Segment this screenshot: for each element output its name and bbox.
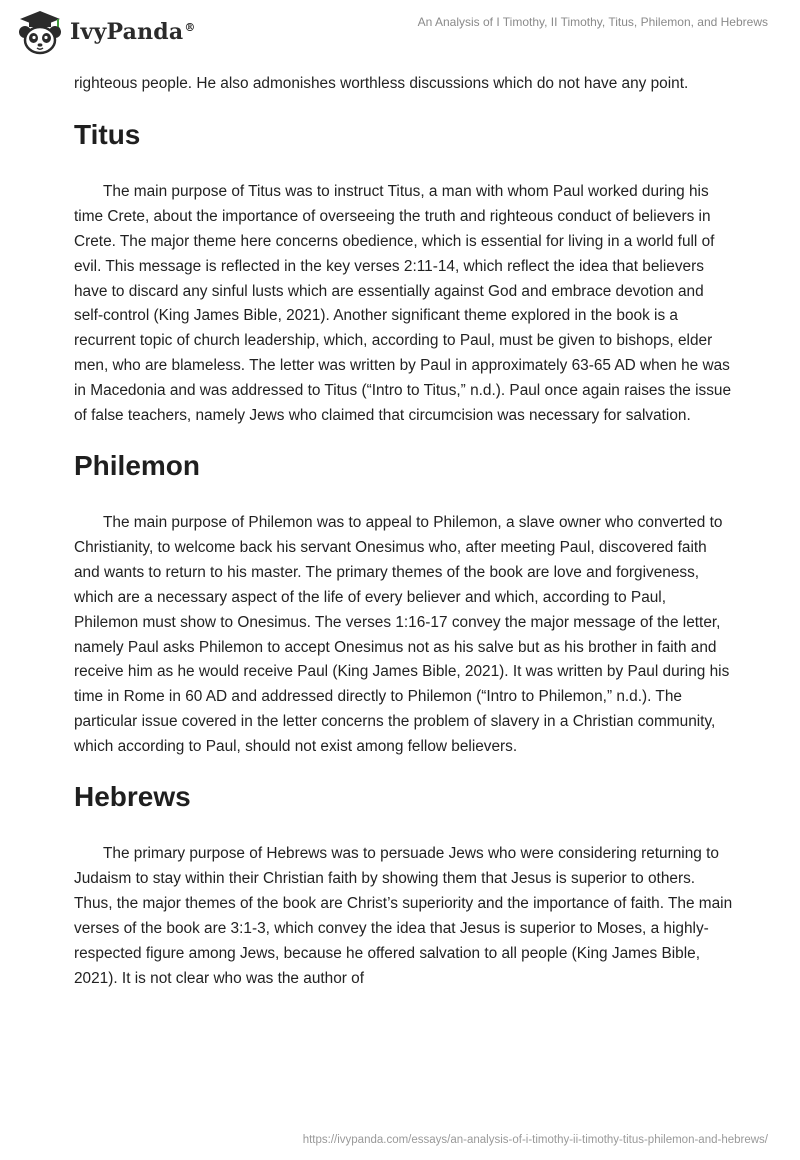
panda-graduate-icon xyxy=(14,8,66,56)
document-title: An Analysis of I Timothy, II Timothy, Titus, Philemon, and Hebrews xyxy=(417,15,768,29)
section-heading-titus: Titus xyxy=(74,118,141,150)
lead-paragraph: righteous people. He also admonishes worthless discussions which do not have any point. xyxy=(74,75,689,92)
section-paragraph-hebrews: The primary purpose of Hebrews was to persuade Jews who were considering returning to Judaism to stay within their Christian faith by showing them that Jesus is superior to others. Thus, the major themes of the book are Christ’s superiority and the importance of faith. The main verses of the book are 3:1-3, which convey the idea that Jesus is superior to Moses, a highly-respected figure among Jews, because he offered salvation to all people (King James Bible, 2021). It is not clear who was the author of xyxy=(74,845,733,987)
section-heading-philemon: Philemon xyxy=(74,449,201,481)
section-paragraph-titus: The main purpose of Titus was to instruct Titus, a man with whom Paul worked during his time Crete, about the importance of overseeing the truth and righteous conduct of believers in Crete. The major theme here concerns obedience, which is essential for living in a world full of evil. This message is reflected in the key verses 2:11-14, which reflect the idea that believers have to discard any sinful lusts which are essentially against God and embrace devotion and self-control (King James Bible, 2021). Another significant theme explored in the book is a recurrent topic of church leadership, which, according to Paul, must be given to bishops, elder men, who are blameless. The letter was written by Paul in approximately 63-65 AD when he was in Macedonia and was addressed to Titus (“Intro to Titus,” n.d.). Paul once again raises the issue of false teachers, namely Jews who claimed that circumcision was necessary for salvation. xyxy=(74,182,732,425)
registered-mark: ® xyxy=(184,20,196,34)
ivypanda-logo[interactable] xyxy=(14,8,196,56)
essay-content xyxy=(74,72,734,991)
logo-text: IvyPanda xyxy=(70,19,184,45)
section-heading-hebrews: Hebrews xyxy=(74,781,191,813)
logo-wordmark xyxy=(70,19,196,45)
section-paragraph-philemon: The main purpose of Philemon was to appeal to Philemon, a slave owner who converted to Christianity, to welcome back his servant Onesimus who, after meeting Paul, discovered faith and wants to return to his master. The primary themes of the book are love and forgiveness, which are a necessary aspect of the life of every believer and which, according to Paul, Philemon must show to Onesimus. The verses 1:16-17 convey the major message of the letter, namely Paul asks Philemon to accept Onesimus not as his salve but as his brother in faith and receive him as he would receive Paul (King James Bible, 2021). It was written by Paul during his time in Rome in 60 AD and addressed directly to Philemon (“Intro to Philemon,” n.d.). The particular issue covered in the letter concerns the problem of slavery in a Christian community, which according to Paul, should not exist among fellow believers. xyxy=(74,513,730,756)
footer-source-url[interactable]: https://ivypanda.com/essays/an-analysis-of-i-timothy-ii-timothy-titus-philemon-and-hebrews/ xyxy=(302,1134,768,1146)
page-header xyxy=(0,0,800,64)
